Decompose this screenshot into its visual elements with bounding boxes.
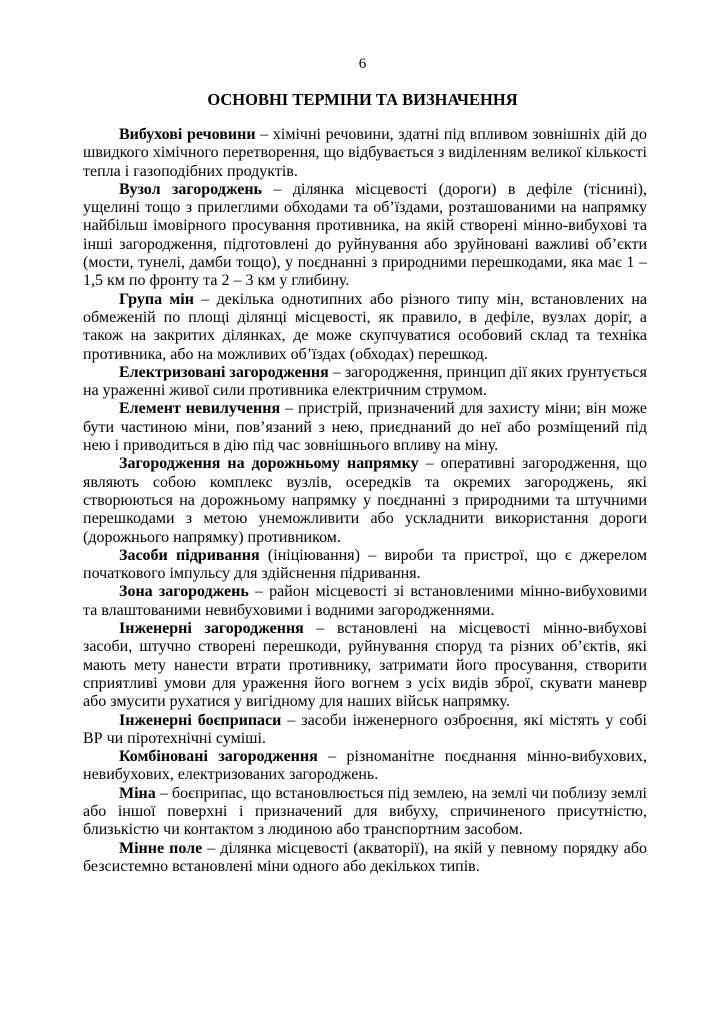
definition-text: – оперативні загородження, що являють собою комплекс вузлів, осередків та окремих загороджень, які створюються на дорожньому напрямку у поєднанні з природними та штучними перешкодами з метою унеможливити або ускладнити використання дороги (дорожнього напрямку) противником. [83, 455, 647, 546]
definition-term: Засоби підривання [119, 546, 260, 564]
definition-entry [83, 364, 647, 401]
definition-text: (ініціювання) – вироби та пристрої, що є джерелом початкового імпульсу для здійснення підривання. [83, 546, 647, 583]
definition-entry [83, 712, 647, 749]
definition-text: – ділянка місцевості (акваторії), на якій у певному порядку або безсистемно встановлені міни одного або декількох типів. [83, 839, 647, 875]
definition-term: Мінне поле [119, 839, 203, 857]
definition-entry [83, 583, 647, 620]
definition-term: Інженерні боєприпаси [119, 711, 282, 729]
definition-entry [83, 126, 647, 181]
definition-text: – декілька однотипних або різного типу мін, встановлених на обмеженій по площі ділянці місцевості, як правило, в дефіле, вузлах доріг, а також на закритих ділянках, де може скупчуватися особовий склад та техніка противника, або на можливих об’їздах (обходах) перешкод. [83, 290, 648, 363]
definition-entry [83, 785, 647, 840]
definition-term: Вибухові речовини [119, 126, 256, 143]
definition-term: Електризовані загородження [119, 363, 329, 381]
definition-term: Вузол загороджень [119, 180, 262, 198]
definition-entry [83, 181, 647, 291]
definition-term: Елемент невилучення [119, 400, 281, 418]
definition-term: Зона загороджень [119, 583, 249, 601]
definition-text: – ділянка місцевості (дороги) в дефіле (тіснині), ущелині тощо з прилеглими обходами та об’їздами, розташованими на напрямку найбільш імовірного просування противника, на якій створені мінно-вибухові та інші загородження, підготовлені до руйнування або зруйновані важливі об’єкти (мости, тунелі, дамби тощо), у поєднанні з природними перешкодами, яка має 1 – 1,5 км по фронту та 2 – 3 км у глибину. [83, 180, 648, 290]
definition-text: – хімічні речовини, здатні під впливом зовнішніх дій до швидкого хімічного перетворення, що відбувається з виділенням великої кількості тепла і газоподібних продуктів. [83, 126, 648, 180]
definition-term: Міна [119, 784, 156, 802]
definition-text: – встановлені на місцевості мінно-вибухові засоби, штучно створені перешкоди, руйнування споруд та різних об’єктів, які мають мету нанести втрати противнику, затримати його просування, створити сприятливі умови для ураження його вогнем з усіх видів зброї, скувати маневр або змусити рухатися у вигідному для наших військ напрямку. [83, 620, 647, 711]
definition-entry [83, 840, 647, 877]
definition-entry [83, 748, 647, 785]
definition-text: – пристрій, призначений для захисту міни; він може бути частиною міни, пов’язаний з нею, приєднаний до неї або розміщений під нею і приводиться в дію під час зовнішнього впливу на міну. [83, 400, 648, 455]
definition-text: – загородження, принцип дії яких ґрунтується на ураженні живої сили противника електричним струмом. [83, 363, 648, 400]
definition-term: Загородження на дорожньому напрямку [119, 455, 419, 473]
section-heading: ОСНОВНІ ТЕРМІНИ ТА ВИЗНАЧЕННЯ [207, 90, 518, 109]
definition-text: – боєприпас, що встановлюється під землею, на землі чи поблизу землі або іншої поверхні і призначений для вибуху, спричиненого присутністю, близькістю чи контактом з людиною або транспортним засобом. [83, 784, 647, 839]
definition-entry [83, 455, 647, 546]
definition-entry [83, 620, 647, 711]
definition-text: – район місцевості зі встановленими мінно-вибуховими та влаштованими невибуховими і водними загородженнями. [83, 583, 647, 619]
definition-text: – різноманітне поєднання мінно-вибухових, невибухових, електризованих загороджень. [83, 748, 647, 784]
definition-term: Комбіновані загородження [119, 748, 318, 766]
definition-term: Група мін [119, 290, 194, 308]
definition-term: Інженерні загородження [119, 620, 304, 638]
page-number: 6 [358, 56, 367, 72]
definitions-body [83, 126, 647, 876]
definition-entry [83, 291, 647, 364]
definition-text: – засоби інженерного озброєння, які містять у собі ВР чи піротехнічні суміші. [83, 711, 648, 747]
definition-entry [83, 547, 647, 584]
definition-entry [83, 400, 647, 455]
